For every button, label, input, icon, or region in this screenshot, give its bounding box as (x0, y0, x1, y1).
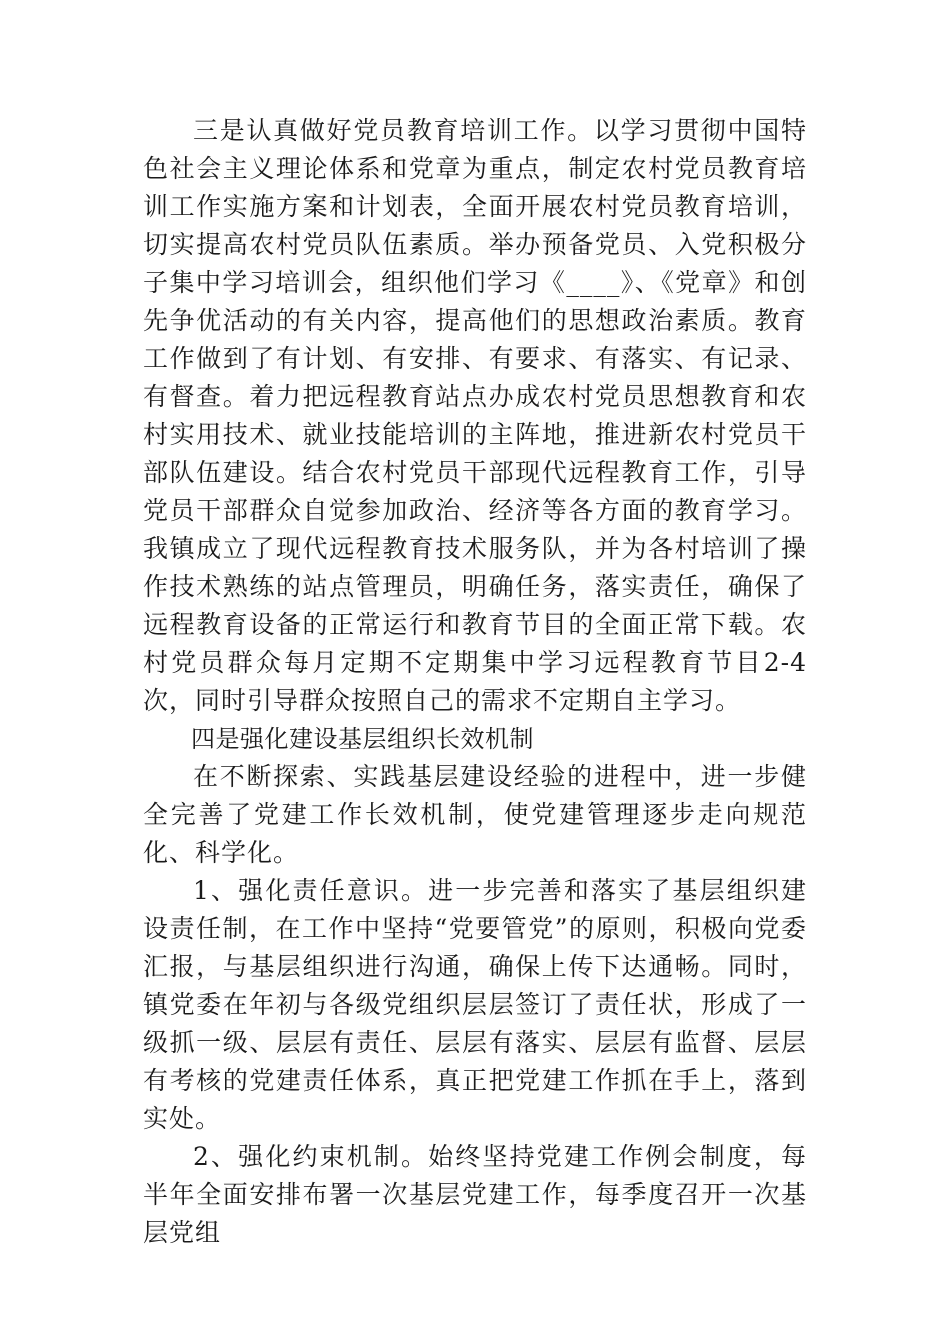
paragraph-constraint-mechanism: 2、强化约束机制。始终坚持党建工作例会制度，每半年全面安排布署一次基层党建工作，每季度召开一次基层党组 (143, 1142, 807, 1247)
paragraph-responsibility-awareness: 1、强化责任意识。进一步完善和落实了基层组织建设责任制，在工作中坚持“党要管党”的原则，积极向党委汇报，与基层组织进行沟通，确保上传下达通畅。同时，镇党委在年初与各级党组织层层签订了责任状，形成了一级抓一级、层层有责任、层层有落实、层层有监督、层层有考核的党建责任体系，真正把党建工作抓在手上，落到实处。 (143, 876, 807, 1133)
document-body (143, 112, 807, 1252)
paragraph-party-member-training: 三是认真做好党员教育培训工作。以学习贯彻中国特色社会主义理论体系和党章为重点，制定农村党员教育培训工作实施方案和计划表，全面开展农村党员教育培训，切实提高农村党员队伍素质。举办预备党员、入党积极分子集中学习培训会，组织他们学习《____》、《党章》和创先争优活动的有关内容，提高他们的思想政治素质。教育工作做到了有计划、有安排、有要求、有落实、有记录、有督查。着力把远程教育站点办成农村党员思想教育和农村实用技术、就业技能培训的主阵地，推进新农村党员干部队伍建设。结合农村党员干部现代远程教育工作，引导党员干部群众自觉参加政治、经济等各方面的教育学习。我镇成立了现代远程教育技术服务队，并为各村培训了操作技术熟练的站点管理员，明确任务，落实责任，确保了远程教育设备的正常运行和教育节目的全面正常下载。农村党员群众每月定期不定期集中学习远程教育节目2-4次，同时引导群众按照自己的需求不定期自主学习。 (143, 116, 807, 715)
paragraph-mechanism-intro: 在不断探索、实践基层建设经验的进程中，进一步健全完善了党建工作长效机制，使党建管理逐步走向规范化、科学化。 (143, 762, 807, 867)
section-heading-long-term-mechanism: 四是强化建设基层组织长效机制 (191, 725, 534, 753)
